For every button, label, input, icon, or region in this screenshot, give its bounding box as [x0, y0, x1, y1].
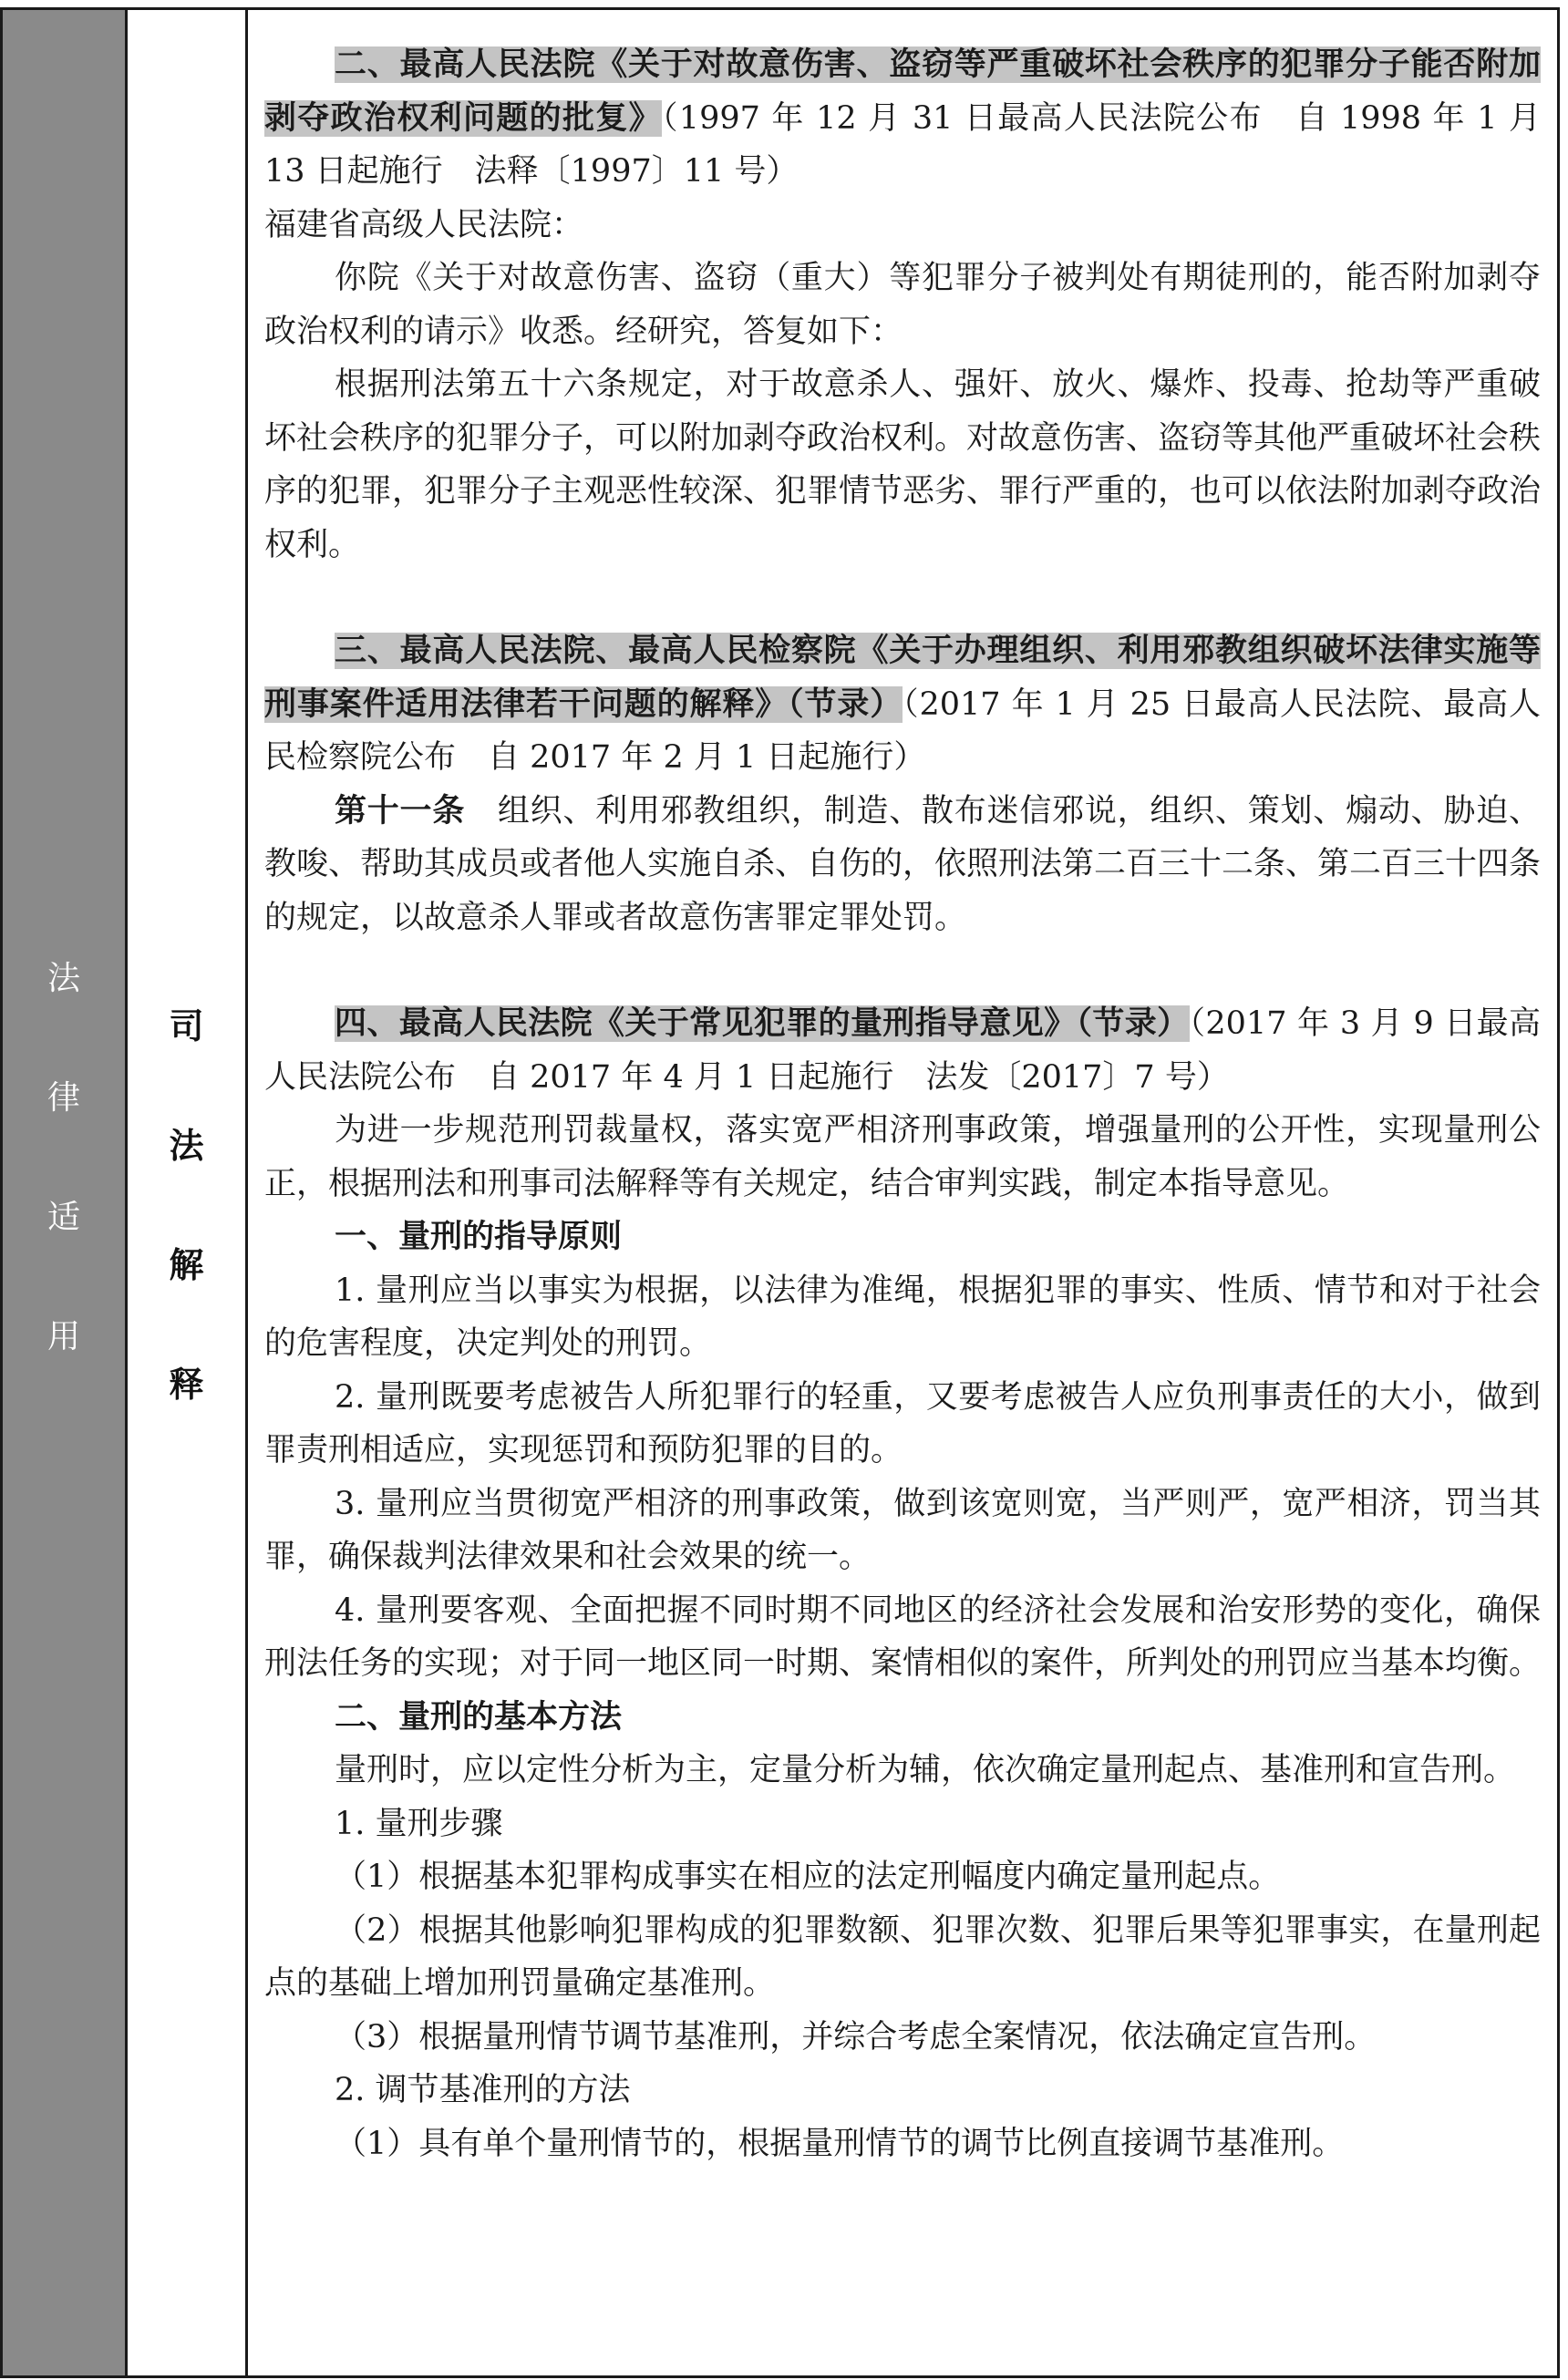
section-title: 二、最高人民法院《关于对故意伤害、盗窃等严重破坏社会秩序的犯罪分子能否附加剥夺政治权利问题的批复》	[264, 46, 1541, 137]
list-item: （1）具有单个量刑情节的，根据量刑情节的调节比例直接调节基准刑。	[335, 2125, 1345, 2162]
list-item: 2. 调节基准刑的方法	[335, 2072, 631, 2108]
list-item: 1. 量刑步骤	[335, 1805, 503, 1842]
category-char: 用	[46, 1318, 80, 1355]
paragraph: 你院《关于对故意伤害、盗窃（重大）等犯罪分子被判处有期徒刑的，能否附加剥夺政治权利的请示》收悉。经研究，答复如下：	[264, 260, 1541, 350]
category-char: 适	[46, 1199, 80, 1236]
section-note: （2017 年 3 月 9 日最高人民法院公布 自 2017 年 4 月 1 日起施行 法发〔2017〕7 号）	[264, 1005, 1541, 1096]
paragraph: 根据刑法第五十六条规定，对于故意杀人、强奸、放火、爆炸、投毒、抢劫等严重破坏社会秩序的犯罪分子，可以附加剥夺政治权利。对故意伤害、盗窃等其他严重破坏社会秩序的犯罪，犯罪分子主观恶性较深、犯罪情节恶劣、罪行严重的，也可以依法附加剥夺政治权利。	[264, 366, 1542, 563]
category-char: 律	[46, 1079, 80, 1117]
article-paragraph	[264, 785, 1541, 945]
main-content	[264, 38, 1541, 2170]
subcategory-char: 释	[169, 1364, 204, 1405]
subheading: 一、量刑的指导原则	[335, 1219, 623, 1255]
category-char: 法	[46, 960, 80, 997]
list-item: （2）根据其他影响犯罪构成的犯罪数额、犯罪次数、犯罪后果等犯罪事实，在量刑起点的基础上增加刑罚量确定基准刑。	[264, 1911, 1541, 2002]
section-3-heading	[264, 624, 1541, 785]
section-note: （1997 年 12 月 31 日最高人民法院公布 自 1998 年 1 月 13 日起施行 法释〔1997〕11 号）	[264, 99, 1541, 190]
list-item: （3）根据量刑情节调节基准刑，并综合考虑全案情况，依法确定宣告刑。	[335, 2018, 1377, 2055]
category-label	[3, 943, 125, 1420]
list-item: 4. 量刑要客观、全面把握不同时期不同地区的经济社会发展和治安形势的变化，确保刑法任务的实现；对于同一地区同一时期、案情相似的案件，所判处的刑罚应当基本均衡。	[264, 1592, 1542, 1682]
section-note: （2017 年 1 月 25 日最高人民法院、最高人民检察院公布 自 2017 年 2 月 1 日起施行）	[264, 685, 1541, 776]
list-item: （1）根据基本犯罪构成事实在相应的法定刑幅度内确定量刑起点。	[335, 1859, 1281, 1895]
subcategory-label	[128, 990, 245, 1468]
subcategory-char: 解	[169, 1244, 204, 1285]
addressee: 福建省高级人民法院：	[264, 206, 584, 243]
article-text: 组织、利用邪教组织，制造、散布迷信邪说，组织、策划、煽动、胁迫、教唆、帮助其成员或者他人实施自杀、自伤的，依照刑法第二百三十二条、第二百三十四条的规定，以故意杀人罪或者故意伤害罪定罪处罚。	[264, 792, 1542, 936]
section-4-heading	[264, 997, 1541, 1104]
section-title: 四、最高人民法院《关于常见犯罪的量刑指导意见》（节录）	[335, 1005, 1190, 1042]
list-item: 3. 量刑应当贯彻宽严相济的刑事政策，做到该宽则宽，当严则严，宽严相济，罚当其罪，确保裁判法律效果和社会效果的统一。	[264, 1485, 1541, 1575]
subcategory-char: 司	[169, 1005, 204, 1046]
section-title: 三、最高人民法院、最高人民检察院《关于办理组织、利用邪教组织破坏法律实施等刑事案件适用法律若干问题的解释》（节录）	[264, 633, 1541, 723]
category-column	[3, 10, 128, 2375]
paragraph: 为进一步规范刑罚裁量权，落实宽严相济刑事政策，增强量刑的公开性，实现量刑公正，根据刑法和刑事司法解释等有关规定，结合审判实践，制定本指导意见。	[264, 1112, 1541, 1202]
list-item: 1. 量刑应当以事实为根据，以法律为准绳，根据犯罪的事实、性质、情节和对于社会的危害程度，决定判处的刑罚。	[264, 1272, 1541, 1362]
paragraph: 量刑时，应以定性分析为主，定量分析为辅，依次确定量刑起点、基准刑和宣告刑。	[335, 1752, 1516, 1788]
section-2-heading	[264, 38, 1541, 199]
subheading: 二、量刑的基本方法	[335, 1698, 623, 1736]
subcategory-column	[128, 10, 248, 2375]
list-item: 2. 量刑既要考虑被告人所犯罪行的轻重，又要考虑被告人应负刑事责任的大小，做到罪责刑相适应，实现惩罚和预防犯罪的目的。	[264, 1378, 1541, 1468]
subcategory-char: 法	[169, 1125, 204, 1166]
article-label: 第十一条	[335, 792, 466, 829]
